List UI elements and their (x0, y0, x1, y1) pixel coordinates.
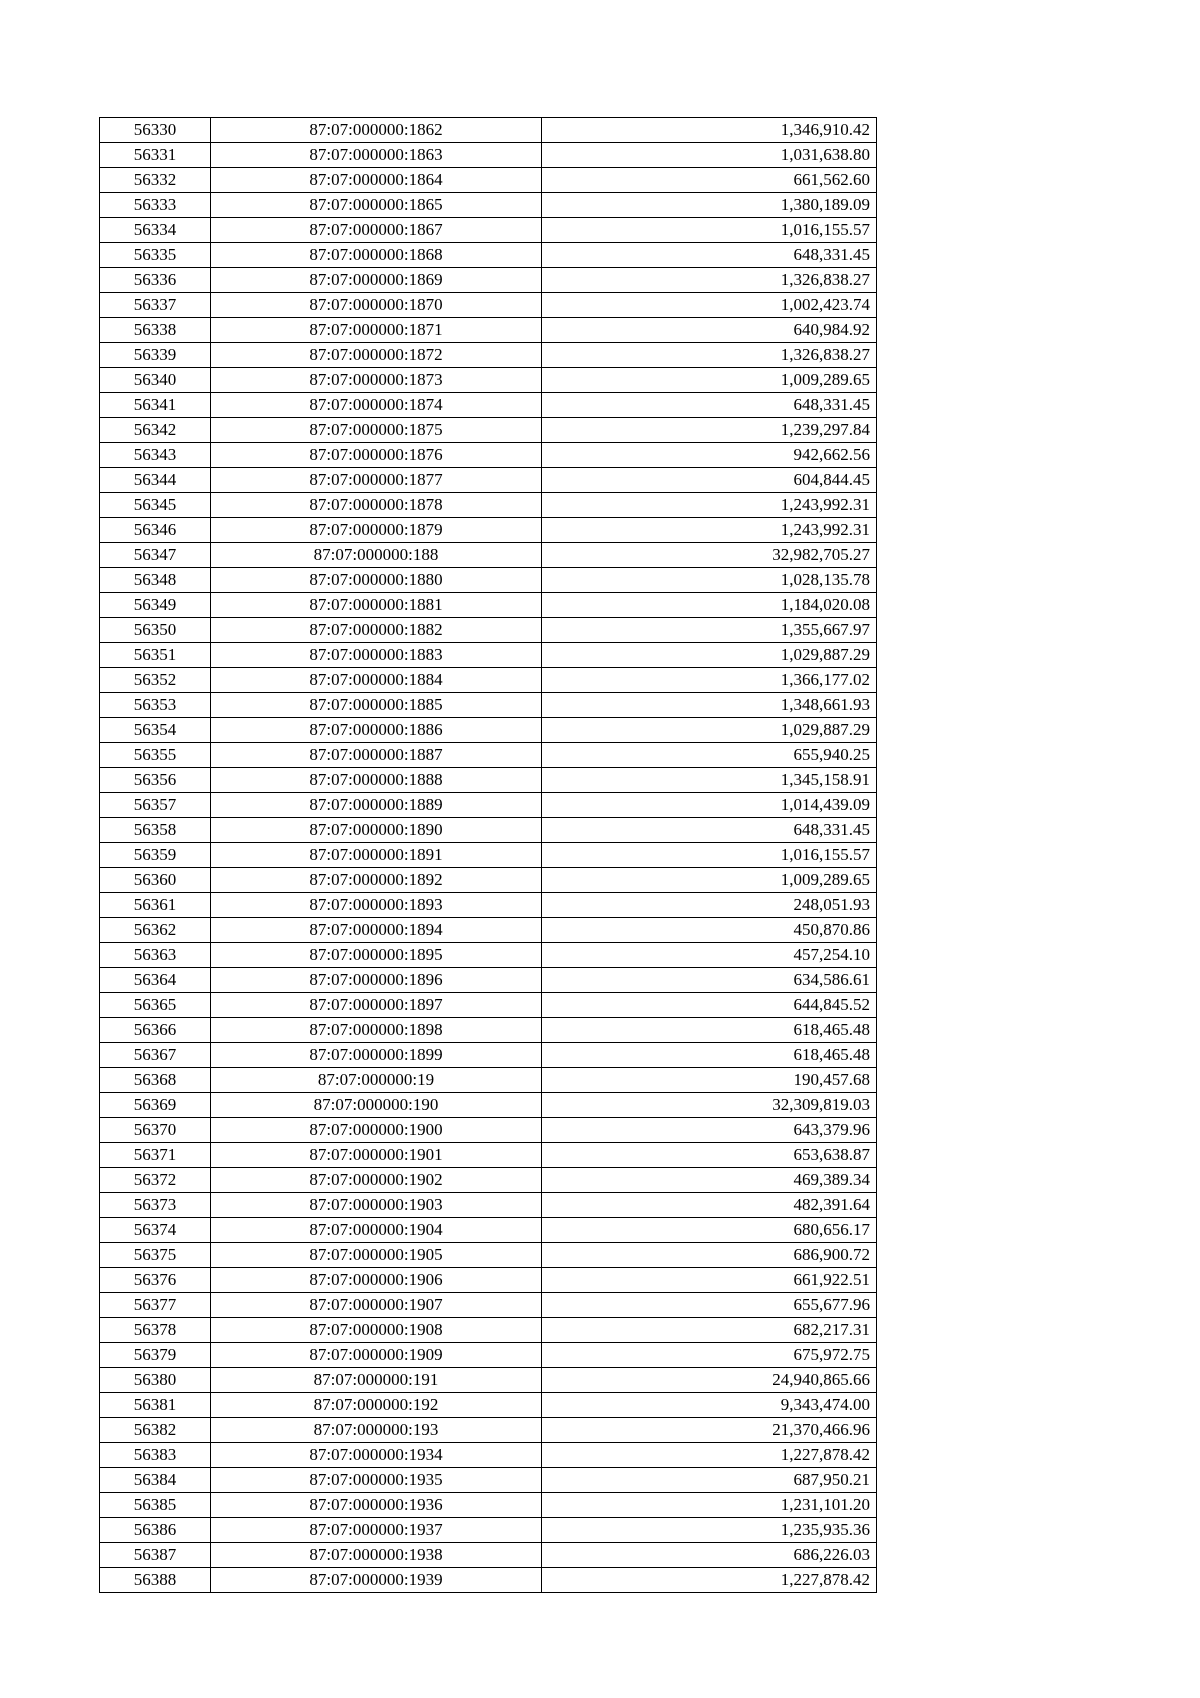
table-row (100, 1368, 877, 1393)
table-row (100, 1043, 877, 1068)
table-row (100, 793, 877, 818)
value-cell: 32,309,819.03 (542, 1093, 877, 1118)
table-row (100, 768, 877, 793)
value-cell: 655,677.96 (542, 1293, 877, 1318)
value-cell: 1,016,155.57 (542, 843, 877, 868)
cadastral-number-cell: 87:07:000000:1938 (211, 1543, 542, 1568)
cadastral-number-cell: 87:07:000000:1898 (211, 1018, 542, 1043)
row-number-cell: 56376 (100, 1268, 211, 1293)
row-number-cell: 56346 (100, 518, 211, 543)
value-cell: 1,002,423.74 (542, 293, 877, 318)
row-number-cell: 56366 (100, 1018, 211, 1043)
table-row (100, 1418, 877, 1443)
row-number-cell: 56372 (100, 1168, 211, 1193)
row-number-cell: 56370 (100, 1118, 211, 1143)
row-number-cell: 56350 (100, 618, 211, 643)
value-cell: 190,457.68 (542, 1068, 877, 1093)
table-row (100, 618, 877, 643)
cadastral-number-cell: 87:07:000000:1876 (211, 443, 542, 468)
value-cell: 661,562.60 (542, 168, 877, 193)
table-row (100, 218, 877, 243)
table-row (100, 1093, 877, 1118)
cadastral-number-cell: 87:07:000000:19 (211, 1068, 542, 1093)
table-row (100, 168, 877, 193)
value-cell: 1,014,439.09 (542, 793, 877, 818)
value-cell: 661,922.51 (542, 1268, 877, 1293)
row-number-cell: 56353 (100, 693, 211, 718)
table-row (100, 393, 877, 418)
cadastral-number-cell: 87:07:000000:1903 (211, 1193, 542, 1218)
cadastral-number-cell: 87:07:000000:1871 (211, 318, 542, 343)
table-row (100, 1218, 877, 1243)
table-row (100, 1568, 877, 1593)
cadastral-number-cell: 87:07:000000:193 (211, 1418, 542, 1443)
row-number-cell: 56344 (100, 468, 211, 493)
row-number-cell: 56382 (100, 1418, 211, 1443)
value-cell: 942,662.56 (542, 443, 877, 468)
cadastral-number-cell: 87:07:000000:1939 (211, 1568, 542, 1593)
table-row (100, 1543, 877, 1568)
row-number-cell: 56343 (100, 443, 211, 468)
value-cell: 1,184,020.08 (542, 593, 877, 618)
table-row (100, 1168, 877, 1193)
value-cell: 1,348,661.93 (542, 693, 877, 718)
row-number-cell: 56367 (100, 1043, 211, 1068)
value-cell: 1,028,135.78 (542, 568, 877, 593)
cadastral-number-cell: 87:07:000000:1877 (211, 468, 542, 493)
row-number-cell: 56368 (100, 1068, 211, 1093)
cadastral-number-cell: 87:07:000000:191 (211, 1368, 542, 1393)
row-number-cell: 56357 (100, 793, 211, 818)
row-number-cell: 56355 (100, 743, 211, 768)
value-cell: 1,326,838.27 (542, 343, 877, 368)
row-number-cell: 56351 (100, 643, 211, 668)
table-row (100, 968, 877, 993)
row-number-cell: 56383 (100, 1443, 211, 1468)
cadastral-number-cell: 87:07:000000:1881 (211, 593, 542, 618)
table-row (100, 1393, 877, 1418)
table-row (100, 468, 877, 493)
table-row (100, 1468, 877, 1493)
cadastral-number-cell: 87:07:000000:1863 (211, 143, 542, 168)
value-cell: 604,844.45 (542, 468, 877, 493)
table-row (100, 193, 877, 218)
row-number-cell: 56379 (100, 1343, 211, 1368)
row-number-cell: 56332 (100, 168, 211, 193)
value-cell: 686,226.03 (542, 1543, 877, 1568)
value-cell: 1,231,101.20 (542, 1493, 877, 1518)
table-row (100, 818, 877, 843)
table-row (100, 293, 877, 318)
value-cell: 648,331.45 (542, 243, 877, 268)
value-cell: 618,465.48 (542, 1043, 877, 1068)
value-cell: 457,254.10 (542, 943, 877, 968)
value-cell: 1,029,887.29 (542, 718, 877, 743)
value-cell: 653,638.87 (542, 1143, 877, 1168)
row-number-cell: 56345 (100, 493, 211, 518)
value-cell: 24,940,865.66 (542, 1368, 877, 1393)
cadastral-number-cell: 87:07:000000:1865 (211, 193, 542, 218)
value-cell: 1,009,289.65 (542, 368, 877, 393)
row-number-cell: 56333 (100, 193, 211, 218)
table-row (100, 843, 877, 868)
cadastral-number-cell: 87:07:000000:1868 (211, 243, 542, 268)
table-row (100, 343, 877, 368)
table-row (100, 1493, 877, 1518)
cadastral-number-cell: 87:07:000000:1909 (211, 1343, 542, 1368)
value-cell: 469,389.34 (542, 1168, 877, 1193)
table-row (100, 1193, 877, 1218)
cadastral-number-cell: 87:07:000000:1936 (211, 1493, 542, 1518)
cadastral-number-cell: 87:07:000000:192 (211, 1393, 542, 1418)
cadastral-number-cell: 87:07:000000:1905 (211, 1243, 542, 1268)
value-cell: 682,217.31 (542, 1318, 877, 1343)
table-row (100, 1518, 877, 1543)
value-cell: 644,845.52 (542, 993, 877, 1018)
cadastral-number-cell: 87:07:000000:1875 (211, 418, 542, 443)
table-row (100, 118, 877, 143)
cadastral-number-cell: 87:07:000000:1901 (211, 1143, 542, 1168)
table-row (100, 143, 877, 168)
table-row (100, 1443, 877, 1468)
cadastral-value-table (99, 117, 877, 1593)
cadastral-number-cell: 87:07:000000:1879 (211, 518, 542, 543)
cadastral-number-cell: 87:07:000000:1864 (211, 168, 542, 193)
row-number-cell: 56365 (100, 993, 211, 1018)
row-number-cell: 56334 (100, 218, 211, 243)
row-number-cell: 56388 (100, 1568, 211, 1593)
table-row (100, 518, 877, 543)
row-number-cell: 56375 (100, 1243, 211, 1268)
table-row (100, 718, 877, 743)
cadastral-number-cell: 87:07:000000:1935 (211, 1468, 542, 1493)
row-number-cell: 56380 (100, 1368, 211, 1393)
cadastral-number-cell: 87:07:000000:1887 (211, 743, 542, 768)
value-cell: 1,346,910.42 (542, 118, 877, 143)
table-body (100, 118, 877, 1593)
row-number-cell: 56354 (100, 718, 211, 743)
cadastral-number-cell: 87:07:000000:1874 (211, 393, 542, 418)
row-number-cell: 56341 (100, 393, 211, 418)
value-cell: 618,465.48 (542, 1018, 877, 1043)
value-cell: 21,370,466.96 (542, 1418, 877, 1443)
row-number-cell: 56384 (100, 1468, 211, 1493)
row-number-cell: 56374 (100, 1218, 211, 1243)
value-cell: 643,379.96 (542, 1118, 877, 1143)
value-cell: 640,984.92 (542, 318, 877, 343)
value-cell: 32,982,705.27 (542, 543, 877, 568)
cadastral-number-cell: 87:07:000000:1882 (211, 618, 542, 643)
table-row (100, 1068, 877, 1093)
cadastral-number-cell: 87:07:000000:1937 (211, 1518, 542, 1543)
row-number-cell: 56385 (100, 1493, 211, 1518)
row-number-cell: 56378 (100, 1318, 211, 1343)
row-number-cell: 56358 (100, 818, 211, 843)
table-row (100, 918, 877, 943)
cadastral-number-cell: 87:07:000000:1934 (211, 1443, 542, 1468)
cadastral-number-cell: 87:07:000000:1891 (211, 843, 542, 868)
cadastral-number-cell: 87:07:000000:1870 (211, 293, 542, 318)
row-number-cell: 56364 (100, 968, 211, 993)
value-cell: 1,235,935.36 (542, 1518, 877, 1543)
table-row (100, 1118, 877, 1143)
row-number-cell: 56338 (100, 318, 211, 343)
row-number-cell: 56337 (100, 293, 211, 318)
value-cell: 1,009,289.65 (542, 868, 877, 893)
value-cell: 1,243,992.31 (542, 518, 877, 543)
row-number-cell: 56373 (100, 1193, 211, 1218)
cadastral-number-cell: 87:07:000000:1899 (211, 1043, 542, 1068)
row-number-cell: 56363 (100, 943, 211, 968)
value-cell: 1,326,838.27 (542, 268, 877, 293)
table-row (100, 418, 877, 443)
value-cell: 680,656.17 (542, 1218, 877, 1243)
value-cell: 686,900.72 (542, 1243, 877, 1268)
row-number-cell: 56356 (100, 768, 211, 793)
value-cell: 1,016,155.57 (542, 218, 877, 243)
value-cell: 482,391.64 (542, 1193, 877, 1218)
cadastral-number-cell: 87:07:000000:1883 (211, 643, 542, 668)
cadastral-number-cell: 87:07:000000:1902 (211, 1168, 542, 1193)
value-cell: 1,380,189.09 (542, 193, 877, 218)
table-row (100, 693, 877, 718)
table-row (100, 743, 877, 768)
value-cell: 1,345,158.91 (542, 768, 877, 793)
table-row (100, 268, 877, 293)
cadastral-number-cell: 87:07:000000:1889 (211, 793, 542, 818)
row-number-cell: 56381 (100, 1393, 211, 1418)
cadastral-number-cell: 87:07:000000:1904 (211, 1218, 542, 1243)
cadastral-number-cell: 87:07:000000:1884 (211, 668, 542, 693)
cadastral-number-cell: 87:07:000000:1886 (211, 718, 542, 743)
row-number-cell: 56349 (100, 593, 211, 618)
value-cell: 248,051.93 (542, 893, 877, 918)
table-row (100, 893, 877, 918)
row-number-cell: 56361 (100, 893, 211, 918)
cadastral-number-cell: 87:07:000000:1893 (211, 893, 542, 918)
table-row (100, 993, 877, 1018)
cadastral-number-cell: 87:07:000000:1908 (211, 1318, 542, 1343)
value-cell: 648,331.45 (542, 393, 877, 418)
table-row (100, 443, 877, 468)
value-cell: 1,366,177.02 (542, 668, 877, 693)
value-cell: 1,227,878.42 (542, 1443, 877, 1468)
cadastral-number-cell: 87:07:000000:1892 (211, 868, 542, 893)
table-row (100, 568, 877, 593)
cadastral-number-cell: 87:07:000000:1896 (211, 968, 542, 993)
value-cell: 450,870.86 (542, 918, 877, 943)
cadastral-number-cell: 87:07:000000:190 (211, 1093, 542, 1118)
cadastral-number-cell: 87:07:000000:1885 (211, 693, 542, 718)
cadastral-number-cell: 87:07:000000:1890 (211, 818, 542, 843)
row-number-cell: 56330 (100, 118, 211, 143)
row-number-cell: 56360 (100, 868, 211, 893)
value-cell: 1,227,878.42 (542, 1568, 877, 1593)
table-row (100, 318, 877, 343)
value-cell: 655,940.25 (542, 743, 877, 768)
cadastral-number-cell: 87:07:000000:1900 (211, 1118, 542, 1143)
row-number-cell: 56340 (100, 368, 211, 393)
row-number-cell: 56371 (100, 1143, 211, 1168)
cadastral-number-cell: 87:07:000000:1907 (211, 1293, 542, 1318)
table-row (100, 1143, 877, 1168)
cadastral-number-cell: 87:07:000000:1894 (211, 918, 542, 943)
value-cell: 1,239,297.84 (542, 418, 877, 443)
value-cell: 648,331.45 (542, 818, 877, 843)
value-cell: 9,343,474.00 (542, 1393, 877, 1418)
table-row (100, 368, 877, 393)
value-cell: 1,355,667.97 (542, 618, 877, 643)
cadastral-number-cell: 87:07:000000:1862 (211, 118, 542, 143)
row-number-cell: 56342 (100, 418, 211, 443)
row-number-cell: 56362 (100, 918, 211, 943)
value-cell: 1,243,992.31 (542, 493, 877, 518)
cadastral-number-cell: 87:07:000000:1867 (211, 218, 542, 243)
row-number-cell: 56352 (100, 668, 211, 693)
table-row (100, 943, 877, 968)
row-number-cell: 56386 (100, 1518, 211, 1543)
row-number-cell: 56336 (100, 268, 211, 293)
cadastral-number-cell: 87:07:000000:1906 (211, 1268, 542, 1293)
row-number-cell: 56377 (100, 1293, 211, 1318)
cadastral-number-cell: 87:07:000000:1878 (211, 493, 542, 518)
table-row (100, 668, 877, 693)
cadastral-number-cell: 87:07:000000:188 (211, 543, 542, 568)
table-row (100, 1243, 877, 1268)
table-row (100, 543, 877, 568)
cadastral-number-cell: 87:07:000000:1873 (211, 368, 542, 393)
value-cell: 634,586.61 (542, 968, 877, 993)
table-row (100, 593, 877, 618)
row-number-cell: 56359 (100, 843, 211, 868)
table-row (100, 493, 877, 518)
cadastral-number-cell: 87:07:000000:1880 (211, 568, 542, 593)
row-number-cell: 56347 (100, 543, 211, 568)
table-row (100, 1268, 877, 1293)
row-number-cell: 56339 (100, 343, 211, 368)
row-number-cell: 56369 (100, 1093, 211, 1118)
cadastral-number-cell: 87:07:000000:1872 (211, 343, 542, 368)
cadastral-number-cell: 87:07:000000:1897 (211, 993, 542, 1018)
value-cell: 675,972.75 (542, 1343, 877, 1368)
table-row (100, 1343, 877, 1368)
table-row (100, 643, 877, 668)
cadastral-number-cell: 87:07:000000:1869 (211, 268, 542, 293)
table-row (100, 1018, 877, 1043)
table-row (100, 243, 877, 268)
cadastral-number-cell: 87:07:000000:1895 (211, 943, 542, 968)
row-number-cell: 56348 (100, 568, 211, 593)
value-cell: 687,950.21 (542, 1468, 877, 1493)
value-cell: 1,031,638.80 (542, 143, 877, 168)
row-number-cell: 56331 (100, 143, 211, 168)
row-number-cell: 56387 (100, 1543, 211, 1568)
table-row (100, 868, 877, 893)
row-number-cell: 56335 (100, 243, 211, 268)
value-cell: 1,029,887.29 (542, 643, 877, 668)
cadastral-number-cell: 87:07:000000:1888 (211, 768, 542, 793)
table-row (100, 1293, 877, 1318)
table-row (100, 1318, 877, 1343)
